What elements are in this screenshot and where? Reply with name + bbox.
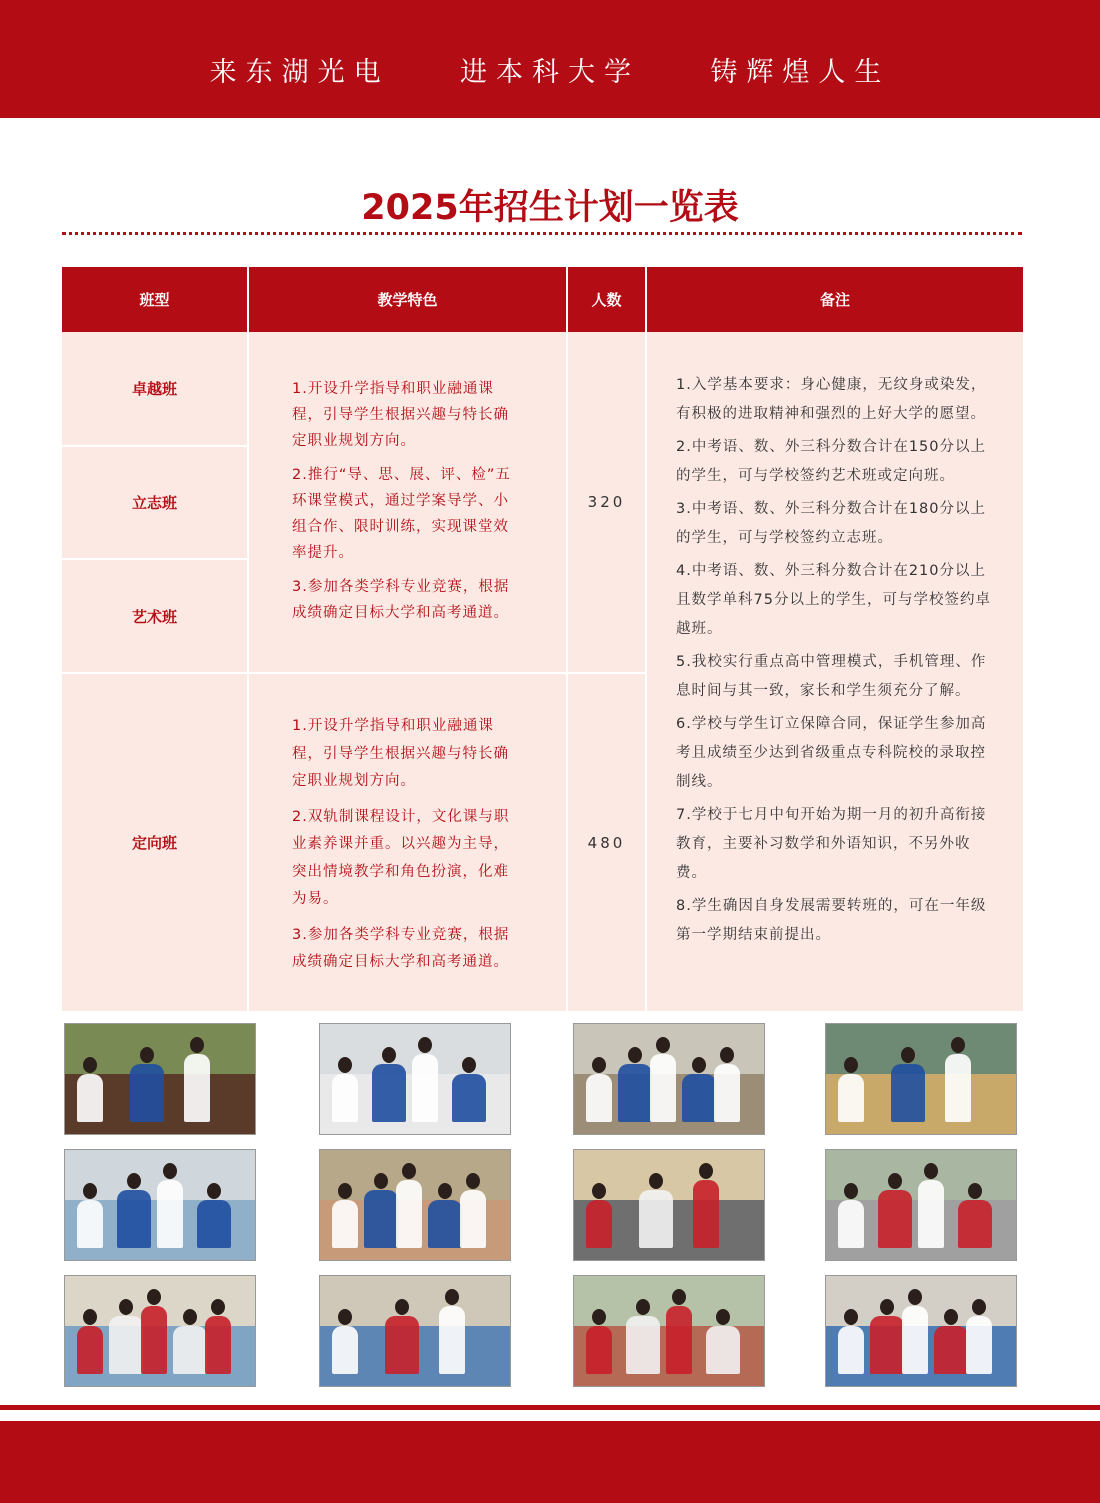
feature-item: 1.开设升学指导和职业融通课程，引导学生根据兴趣与特长确定职业规划方向。 [292, 381, 509, 449]
student-photo [64, 1149, 256, 1261]
note-item: 4.中考语、数、外三科分数合计在210分以上且数学单科75分以上的学生，可与学校签约卓越班。 [676, 563, 991, 637]
header-notes: 备注 [647, 267, 1023, 332]
student-photo [573, 1275, 765, 1387]
page-title: 2025年招生计划一览表 [361, 188, 739, 228]
count-group-2: 480 [587, 833, 626, 852]
header-features: 教学特色 [249, 267, 566, 332]
feature-item: 3.参加各类学科专业竞赛，根据成绩确定目标大学和高考通道。 [292, 579, 510, 621]
feature-item: 2.推行“导、思、展、评、检”五环课堂模式，通过学案导学、小组合作、限时训练，实现课堂效率提升。 [292, 467, 511, 561]
features-group-1 [292, 376, 524, 634]
student-photo [319, 1275, 511, 1387]
note-item: 2.中考语、数、外三科分数合计在150分以上的学生，可与学校签约艺术班或定向班。 [676, 439, 987, 484]
student-photo [319, 1023, 511, 1135]
dotted-divider [62, 232, 1022, 235]
student-photo [825, 1149, 1017, 1261]
note-item: 5.我校实行重点高中管理模式，手机管理、作息时间与其一致，家长和学生须充分了解。 [676, 654, 987, 699]
slogan: 来东湖光电 进本科大学 铸辉煌人生 [209, 57, 891, 88]
note-item: 3.中考语、数、外三科分数合计在180分以上的学生，可与学校签约立志班。 [676, 501, 987, 546]
student-photo [64, 1023, 256, 1135]
note-item: 6.学校与学生订立保障合同，保证学生参加高考且成绩至少达到省级重点专科院校的录取控制线。 [676, 716, 987, 790]
header-count: 人数 [568, 267, 645, 332]
note-item: 1.入学基本要求：身心健康，无纹身或染发，有积极的进取精神和强烈的上好大学的愿望。 [676, 377, 987, 422]
count-group-1: 320 [587, 493, 626, 511]
student-photo [319, 1149, 511, 1261]
student-photo [825, 1275, 1017, 1387]
column-divider [645, 267, 647, 1011]
feature-item: 2.双轨制课程设计，文化课与职业素养课并重。以兴趣为主导，突出情境教学和角色扮演，化难为易。 [292, 808, 510, 907]
header-class-type: 班型 [62, 267, 247, 332]
feature-item: 1.开设升学指导和职业融通课程，引导学生根据兴趣与特长确定职业规划方向。 [292, 718, 509, 789]
student-photo [573, 1149, 765, 1261]
column-divider [247, 267, 249, 1011]
enrollment-table [62, 267, 1023, 1011]
student-photo [825, 1023, 1017, 1135]
feature-item: 3.参加各类学科专业竞赛，根据成绩确定目标大学和高考通道。 [292, 926, 510, 970]
note-item: 7.学校于七月中旬开始为期一月的初升高衔接教育，主要补习数学和外语知识，不另外收费。 [676, 807, 987, 881]
class-type-dingxiang: 定向班 [131, 834, 177, 852]
bottom-rule [0, 1405, 1100, 1410]
note-item: 8.学生确因自身发展需要转班的，可在一年级第一学期结束前提出。 [676, 898, 987, 943]
class-type-lizhi: 立志班 [131, 494, 177, 512]
notes [676, 371, 994, 954]
top-banner [0, 0, 1100, 118]
class-type-yishu: 艺术班 [131, 607, 177, 626]
class-type-zhuoyue: 卓越班 [131, 380, 177, 398]
student-photo [64, 1275, 256, 1387]
student-photo [573, 1023, 765, 1135]
bottom-band [0, 1421, 1100, 1503]
features-group-2 [292, 713, 524, 985]
